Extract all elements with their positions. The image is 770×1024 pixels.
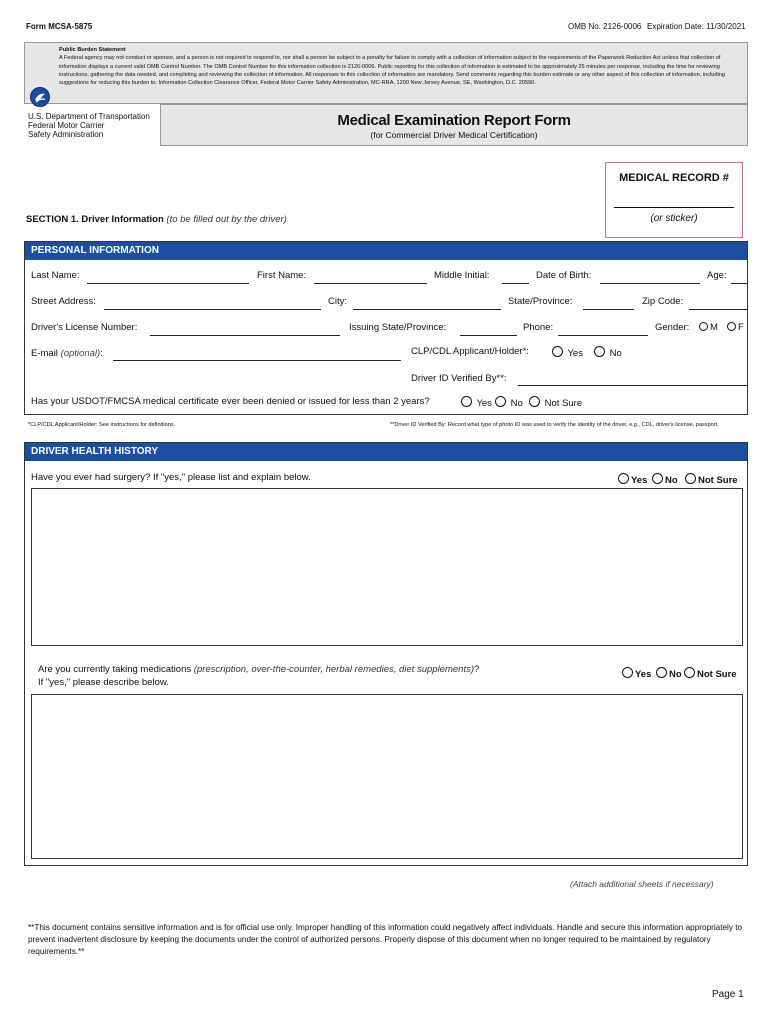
surgery-no-label: No	[665, 475, 678, 486]
city-field[interactable]	[353, 309, 501, 310]
medical-record-field[interactable]	[614, 207, 734, 208]
agency-line-3: Safety Administration	[28, 130, 104, 139]
health-history-header: DRIVER HEALTH HISTORY	[25, 443, 747, 461]
radio-icon	[594, 346, 605, 357]
form-number: Form MCSA-5875	[26, 22, 93, 31]
footnote-clp: *CLP/CDL Applicant/Holder: See instructions for definitions.	[28, 422, 176, 428]
medications-question	[38, 664, 479, 675]
radio-icon	[652, 473, 663, 484]
agency-line-2: Federal Motor Carrier	[28, 121, 105, 130]
state-label: State/Province:	[508, 296, 573, 307]
street-field[interactable]	[104, 309, 321, 310]
form-subtitle: (for Commercial Driver Medical Certification)	[370, 130, 538, 140]
gender-label: Gender:	[655, 322, 690, 333]
section1-note: (to be filled out by the driver)	[166, 214, 287, 225]
medical-record-label: MEDICAL RECORD #	[619, 172, 729, 184]
clp-no-label: No	[609, 348, 622, 359]
page-number: Page 1	[712, 989, 744, 1000]
personal-info-header: PERSONAL INFORMATION	[25, 242, 747, 260]
meds-yes-label: Yes	[635, 669, 652, 680]
agency-block	[28, 112, 150, 139]
surgery-not-sure-label: Not Sure	[698, 475, 738, 486]
age-field[interactable]	[731, 283, 747, 284]
radio-icon	[699, 322, 708, 331]
form-title-box	[160, 104, 748, 146]
last-name-field[interactable]	[87, 283, 249, 284]
email-colon: :	[100, 348, 103, 359]
medical-record-box	[605, 162, 743, 238]
city-label: City:	[328, 296, 347, 307]
dob-label: Date of Birth:	[536, 270, 592, 281]
phone-label: Phone:	[523, 322, 554, 333]
zip-field[interactable]	[689, 309, 747, 310]
dot-logo-icon	[30, 87, 50, 107]
expiration-date: Expiration Date: 11/30/2021	[647, 22, 746, 31]
first-name-label: First Name:	[257, 270, 307, 281]
attach-note: (Attach additional sheets if necessary)	[570, 879, 714, 889]
meds-not-sure-label: Not Sure	[697, 669, 737, 680]
radio-icon	[622, 667, 633, 678]
email-label: E-mail	[31, 348, 58, 359]
meds-yes-option[interactable]	[622, 667, 651, 680]
gender-f-option[interactable]	[727, 322, 744, 333]
surgery-not-sure-option[interactable]	[685, 473, 738, 486]
street-label: Street Address:	[31, 296, 96, 307]
section1-label: SECTION 1. Driver Information	[26, 214, 164, 225]
issuing-state-label: Issuing State/Province:	[349, 322, 447, 333]
email-optional: (optional)	[60, 348, 101, 359]
medications-question-2: If "yes," please describe below.	[38, 677, 169, 688]
gender-f-label: F	[738, 322, 744, 333]
denied-not-sure-option[interactable]	[529, 396, 582, 409]
section1-heading	[26, 214, 287, 225]
medical-record-sticker-note: (or sticker)	[650, 213, 698, 224]
clp-no-option[interactable]	[594, 346, 622, 359]
gender-m-label: M	[710, 322, 718, 333]
radio-icon	[684, 667, 695, 678]
radio-icon	[618, 473, 629, 484]
surgery-explanation-box[interactable]	[31, 488, 743, 646]
surgery-yes-option[interactable]	[618, 473, 647, 486]
last-name-label: Last Name:	[31, 270, 80, 281]
denied-not-sure-label: Not Sure	[544, 398, 583, 409]
gender-m-option[interactable]	[699, 322, 718, 333]
denied-question: Has your USDOT/FMCSA medical certificate ever been denied or issued for less than 2 years?	[31, 396, 430, 407]
email-label-group	[31, 348, 103, 359]
email-field[interactable]	[113, 360, 401, 361]
radio-icon	[685, 473, 696, 484]
form-title: Medical Examination Report Form	[337, 112, 571, 129]
surgery-no-option[interactable]	[652, 473, 678, 486]
sensitive-info-notice: **This document contains sensitive information and is for official use only. Improper handling of this information could negatively affect individuals. Handle and secure this information appropriately to prevent inadvertent disclosure by keeping the documents under the control of authorized persons. Properly dispose of this document when no longer required to be maintained by regulatory requirements.**	[28, 923, 743, 956]
clp-yes-option[interactable]	[552, 346, 583, 359]
denied-yes-label: Yes	[476, 398, 492, 409]
first-name-field[interactable]	[314, 283, 427, 284]
middle-initial-field[interactable]	[502, 283, 529, 284]
medications-description-box[interactable]	[31, 694, 743, 859]
radio-icon	[552, 346, 563, 357]
middle-initial-label: Middle Initial:	[434, 270, 490, 281]
license-label: Driver's License Number:	[31, 322, 138, 333]
burden-body: A Federal agency may not conduct or sponsor, and a person is not required to respond to, nor shall a person be subject to a penalty for failure to comply with a collection of information subject to the requirements of the Paperwork Reduction Act unless that collection of information displays a current valid OMB Control Number. The OMB Control Number for this information collection is 2126-0006. Public reporting for this collection of information is estimated to be approximately 25 minutes per response, including the time for reviewing instructions, gathering the data needed, and completing and reviewing the collection of information. All responses to this collection of information are mandatory. Send comments regarding this burden estimate or any other aspect of this collection of information, including suggestions for reducing this burden to: Information Collection Clearance Officer, Federal Motor Carrier Safety Administration, MC-RRA, 1200 New Jersey Avenue, SE, Washington, D.C. 20590.	[59, 55, 725, 87]
driver-id-label: Driver ID Verified By**:	[411, 373, 507, 384]
radio-icon	[461, 396, 472, 407]
footnote-driver-id: **Driver ID Verified By: Record what type of photo ID was used to verify the identity of the driver, e.g., CDL, driver's license, passport.	[390, 422, 719, 428]
medications-question-end: ?	[474, 664, 480, 675]
radio-icon	[529, 396, 540, 407]
radio-icon	[495, 396, 506, 407]
issuing-state-field[interactable]	[460, 335, 517, 336]
agency-line-1: U.S. Department of Transportation	[28, 112, 150, 121]
phone-field[interactable]	[558, 335, 648, 336]
meds-no-label: No	[669, 669, 682, 680]
burden-title: Public Burden Statement	[59, 47, 126, 53]
dob-field[interactable]	[600, 283, 700, 284]
clp-yes-label: Yes	[567, 348, 583, 359]
medications-question-text: Are you currently taking medications	[38, 664, 192, 675]
meds-no-option[interactable]	[656, 667, 682, 680]
meds-not-sure-option[interactable]	[684, 667, 737, 680]
driver-id-field[interactable]	[518, 385, 747, 386]
clp-label: CLP/CDL Applicant/Holder*:	[411, 346, 529, 357]
surgery-question: Have you ever had surgery? If "yes," please list and explain below.	[31, 472, 311, 483]
state-field[interactable]	[583, 309, 634, 310]
omb-number: OMB No. 2126-0006	[568, 22, 642, 31]
license-field[interactable]	[150, 335, 340, 336]
age-label: Age:	[707, 270, 727, 281]
denied-yes-option[interactable]	[461, 396, 492, 409]
radio-icon	[727, 322, 736, 331]
burden-statement	[24, 42, 748, 104]
surgery-yes-label: Yes	[631, 475, 648, 486]
denied-no-option[interactable]	[495, 396, 523, 409]
radio-icon	[656, 667, 667, 678]
zip-label: Zip Code:	[642, 296, 684, 307]
denied-no-label: No	[510, 398, 523, 409]
medications-question-paren: (prescription, over-the-counter, herbal remedies, diet supplements)	[193, 664, 474, 675]
